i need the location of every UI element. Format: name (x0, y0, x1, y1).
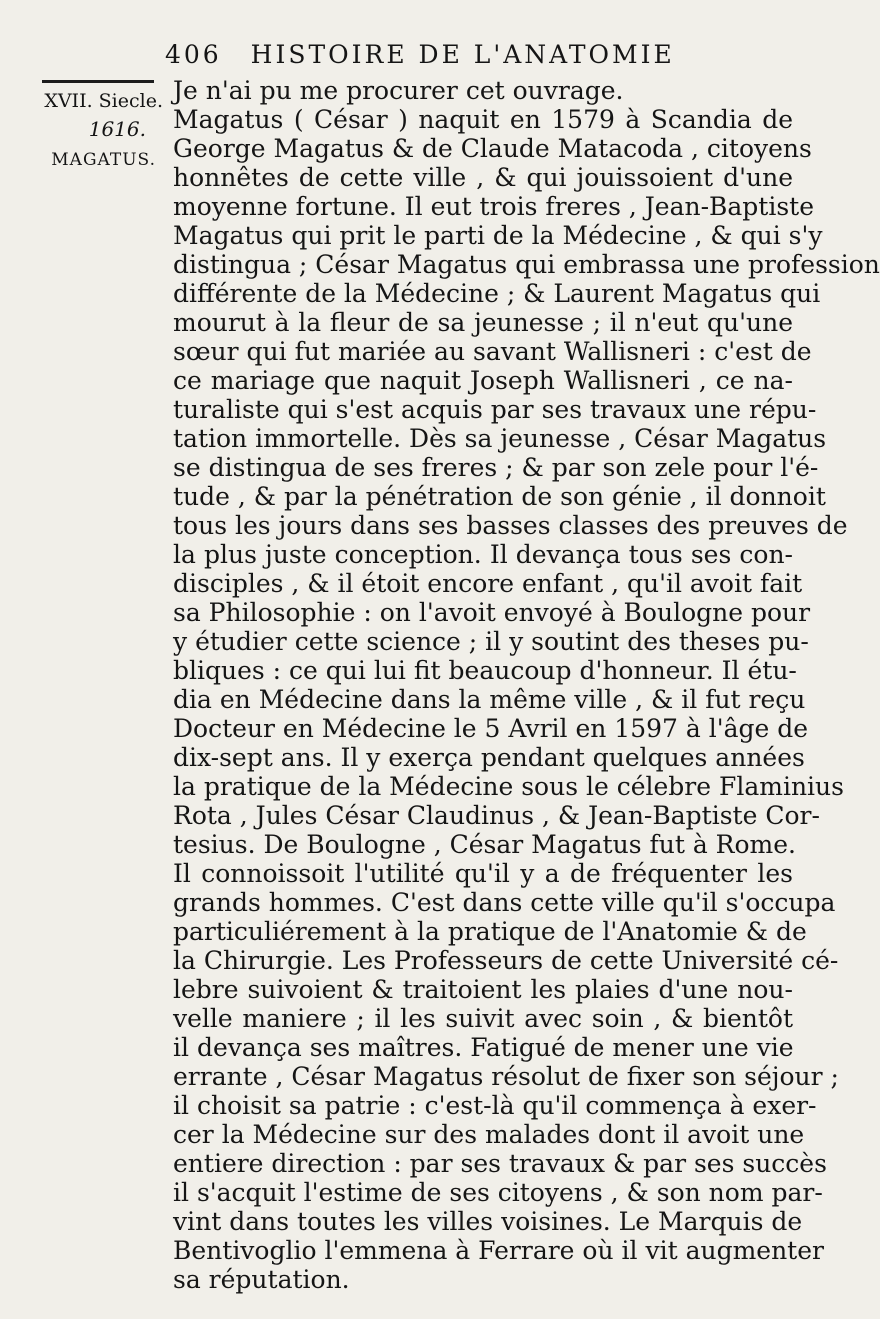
text-line: sa réputation. (173, 1265, 350, 1294)
text-line: particuliérement à la pratique de l'Anatomie & de (173, 917, 807, 946)
text-line: la Chirurgie. Les Professeurs de cette Université cé- (173, 946, 839, 975)
text-line: y étudier cette science ; il y soutint des theses pu- (173, 627, 809, 656)
text-line: Docteur en Médecine le 5 Avril en 1597 à l'âge de (173, 714, 809, 743)
text-line: disciples , & il étoit encore enfant , qu'il avoit fait (173, 569, 803, 598)
text-line: dix-sept ans. Il y exerça pendant quelques années (173, 743, 805, 772)
text-line: turaliste qui s'est acquis par ses travaux une répu- (173, 395, 817, 424)
running-head (165, 40, 785, 76)
text-line: entiere direction : par ses travaux & par ses succès (173, 1149, 827, 1178)
text-line: il choisit sa patrie : c'est-là qu'il commença à exer- (173, 1091, 817, 1120)
text-line: la plus juste conception. Il devança tous ses con- (173, 540, 793, 569)
text-line: Magatus qui prit le parti de la Médecine , & qui s'y (173, 221, 823, 250)
text-line: grands hommes. C'est dans cette ville qu'il s'occupa (173, 888, 836, 917)
text-line: George Magatus & de Claude Matacoda , citoyens (173, 134, 812, 163)
text-line: Je n'ai pu me procurer cet ouvrage. (173, 76, 624, 105)
text-line: tation immortelle. Dès sa jeunesse , César Magatus (173, 424, 827, 453)
text-line: tesius. De Boulogne , César Magatus fut à Rome. (173, 830, 796, 859)
text-line: se distingua de ses freres ; & par son zele pour l'é- (173, 453, 819, 482)
text-line: mourut à la fleur de sa jeunesse ; il n'eut qu'une (173, 308, 793, 337)
text-line: Il connoissoit l'utilité qu'il y a de fréquenter les (173, 859, 793, 888)
text-line: la pratique de la Médecine sous le célebre Flaminius (173, 772, 844, 801)
text-line: moyenne fortune. Il eut trois freres , Jean-Baptiste (173, 192, 815, 221)
text-line: différente de la Médecine ; & Laurent Magatus qui (173, 279, 821, 308)
margin-note-year: 1616. (88, 117, 146, 141)
text-line: bliques : ce qui lui fit beaucoup d'honneur. Il étu- (173, 656, 797, 685)
text-line: tude , & par la pénétration de son génie , il donnoit (173, 482, 826, 511)
margin-rule (42, 80, 154, 83)
text-line: tous les jours dans ses basses classes des preuves de (173, 511, 848, 540)
text-line: cer la Médecine sur des malades dont il avoit une (173, 1120, 805, 1149)
margin-note-century: XVII. Siecle. (44, 90, 163, 112)
text-line: il devança ses maîtres. Fatigué de mener une vie (173, 1033, 794, 1062)
text-line: distingua ; César Magatus qui embrassa une profession (173, 250, 880, 279)
margin-note-subject: MAGATUS. (51, 150, 156, 170)
text-line: velle maniere ; il les suivit avec soin , & bientôt (173, 1004, 793, 1033)
text-line: Bentivoglio l'emmena à Ferrare où il vit augmenter (173, 1236, 824, 1265)
page-number: 406 (165, 40, 222, 69)
text-line: Rota , Jules César Claudinus , & Jean-Baptiste Cor- (173, 801, 820, 830)
text-line: Magatus ( César ) naquit en 1579 à Scandia de (173, 105, 793, 134)
header-title: HISTOIRE DE L'ANATOMIE (250, 40, 675, 69)
text-line: ce mariage que naquit Joseph Wallisneri , ce na- (173, 366, 793, 395)
text-line: dia en Médecine dans la même ville , & il fut reçu (173, 685, 806, 714)
text-line: vint dans toutes les villes voisines. Le Marquis de (173, 1207, 803, 1236)
body-text (173, 76, 880, 1294)
text-line: sa Philosophie : on l'avoit envoyé à Boulogne pour (173, 598, 811, 627)
text-line: errante , César Magatus résolut de fixer son séjour ; (173, 1062, 839, 1091)
text-line: honnêtes de cette ville , & qui jouissoient d'une (173, 163, 793, 192)
text-line: il s'acquit l'estime de ses citoyens , & son nom par- (173, 1178, 823, 1207)
text-line: sœur qui fut mariée au savant Wallisneri : c'est de (173, 337, 812, 366)
text-line: lebre suivoient & traitoient les plaies d'une nou- (173, 975, 793, 1004)
